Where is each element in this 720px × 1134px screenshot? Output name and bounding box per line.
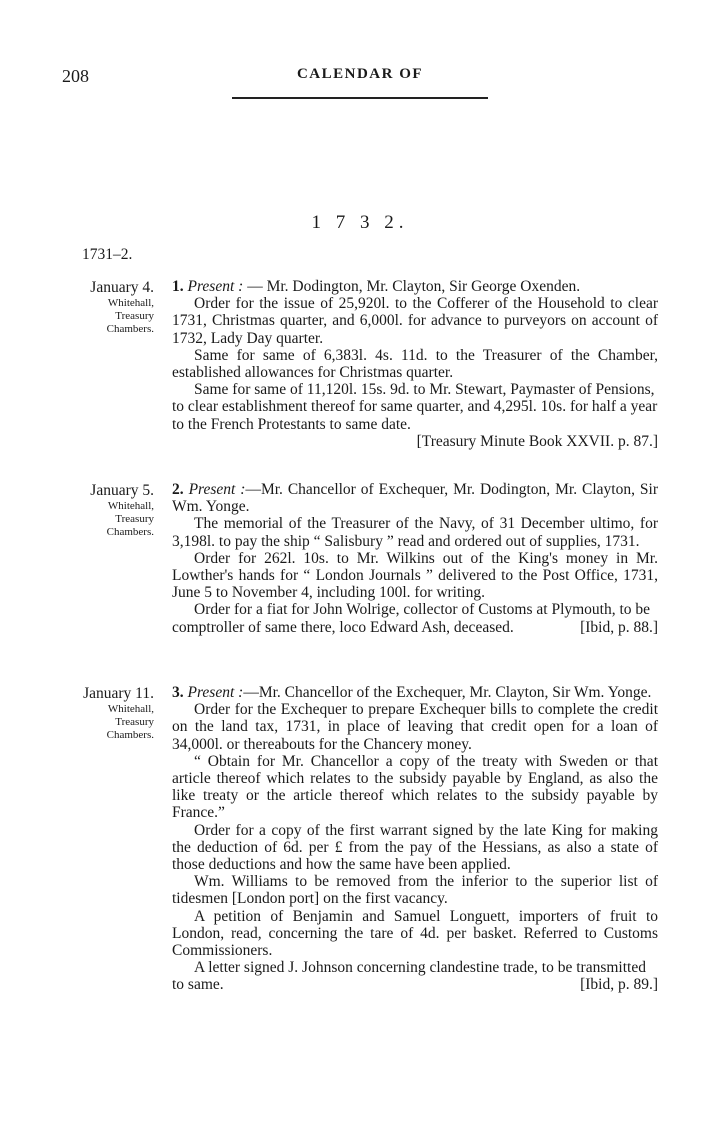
entry-paragraph: Order for the issue of 25,920l. to the Cofferer of the Household to clear 1731, Christmas quarter, and 6,000l. for advance to purveyors on account of 1732, Lady Day quarter. bbox=[172, 295, 658, 347]
entry-paragraph: The memorial of the Treasurer of the Navy, of 31 December ultimo, for 3,198l. to pay the ship “ Salisbury ” read and ordered out of supplies, 1731. bbox=[172, 515, 658, 550]
entry-paragraph: Order for 262l. 10s. to Mr. Wilkins out of the King's money in Mr. Lowther's hands for “ London Journals ” delivered to the Post Office, 1731, June 5 to November 4, including 100l. for writing. bbox=[172, 549, 658, 602]
entry-number: 3. bbox=[172, 684, 184, 701]
margin-place-line: Whitehall, bbox=[107, 500, 154, 512]
margin-place-line: Treasury bbox=[115, 513, 154, 525]
margin-date: January 4. bbox=[90, 279, 154, 296]
entry-paragraph-with-ref bbox=[172, 601, 658, 635]
present-text: —Mr. Chancellor of the Exchequer, Mr. Clayton, Sir Wm. Yonge. bbox=[243, 684, 652, 701]
margin-place-line: Chambers. bbox=[106, 526, 154, 538]
entry-paragraph-with-ref bbox=[172, 381, 658, 450]
entry-paragraph: Same for same of 6,383l. 4s. 11d. to the Treasurer of the Chamber, established allowances for Christmas quarter. bbox=[172, 346, 658, 382]
margin-note-2 bbox=[66, 481, 154, 539]
margin-place-line: Treasury bbox=[115, 716, 154, 728]
margin-place-line: Chambers. bbox=[106, 323, 154, 335]
entry-3 bbox=[172, 684, 658, 994]
entry-1 bbox=[172, 278, 658, 450]
entry-attendance bbox=[172, 684, 658, 701]
entry-paragraph-with-ref bbox=[172, 959, 658, 993]
entry-paragraph: Same for same of 11,120l. 15s. 9d. to Mr. Stewart, Paymaster of Pensions, to clear establishment thereof for same quarter, and 4,295l. 10s. for half a year to the French Protestants to same date. bbox=[172, 381, 658, 433]
margin-date: January 11. bbox=[83, 685, 154, 702]
margin-place-line: Whitehall, bbox=[107, 297, 154, 309]
present-label: Present : bbox=[187, 278, 244, 295]
source-reference: [Ibid, p. 89.] bbox=[580, 976, 658, 994]
margin-note-1 bbox=[66, 278, 154, 336]
present-text: —Mr. Chancellor of Exchequer, Mr. Dodington, Mr. Clayton, Sir Wm. Yonge. bbox=[172, 481, 658, 516]
entry-attendance bbox=[172, 481, 658, 515]
present-label: Present : bbox=[188, 481, 246, 498]
margin-place-line: Whitehall, bbox=[107, 703, 154, 715]
margin-place-line: Chambers. bbox=[106, 729, 154, 741]
page-number: 208 bbox=[62, 66, 89, 86]
running-head: CALENDAR OF bbox=[296, 66, 424, 82]
source-reference: [Ibid, p. 88.] bbox=[580, 618, 658, 636]
year-range: 1731–2. bbox=[82, 246, 133, 263]
entry-attendance bbox=[172, 278, 658, 295]
margin-note-3 bbox=[66, 684, 154, 742]
present-label: Present : bbox=[187, 684, 244, 701]
entry-2 bbox=[172, 481, 658, 636]
entry-paragraph: Order for a fiat for John Wolrige, collector of Customs at Plymouth, to be comptroller of same there, loco Edward Ash, deceased. bbox=[172, 601, 651, 636]
entry-number: 1. bbox=[172, 278, 184, 295]
year-heading: 1 7 3 2. bbox=[311, 212, 409, 233]
entry-paragraph: A petition of Benjamin and Samuel Longuett, importers of fruit to London, read, concerning the tare of 4d. per basket. Referred to Customs Commissioners. bbox=[172, 907, 658, 960]
present-text: — Mr. Dodington, Mr. Clayton, Sir George Oxenden. bbox=[243, 278, 581, 295]
entry-paragraph: Wm. Williams to be removed from the inferior to the superior list of tidesmen [London port] on the first vacancy. bbox=[172, 873, 658, 908]
entry-paragraph: A letter signed J. Johnson concerning clandestine trade, to be transmitted to same. bbox=[172, 959, 646, 994]
entry-paragraph: Order for the Exchequer to prepare Exchequer bills to complete the credit on the land tax, 1731, in place of leaving that credit open for a loan of 34,000l. or thereabouts for the Chancery money. bbox=[172, 701, 658, 753]
entry-paragraph: “ Obtain for Mr. Chancellor a copy of the treaty with Sweden or that article thereof which relates to the subsidy payable by England, as also the like treaty or the article thereof which relates to the subsidy payable by France.” bbox=[172, 752, 658, 822]
entry-paragraph: Order for a copy of the first warrant signed by the late King for making the deduction of 6d. per £ from the pay of the Hessians, as also a state of those deductions and how the same have been applied. bbox=[172, 821, 658, 874]
source-reference: [Treasury Minute Book XXVII. p. 87.] bbox=[416, 432, 658, 450]
entry-number: 2. bbox=[172, 481, 184, 498]
margin-date: January 5. bbox=[90, 482, 154, 499]
header-rule bbox=[232, 97, 488, 99]
margin-place-line: Treasury bbox=[115, 310, 154, 322]
